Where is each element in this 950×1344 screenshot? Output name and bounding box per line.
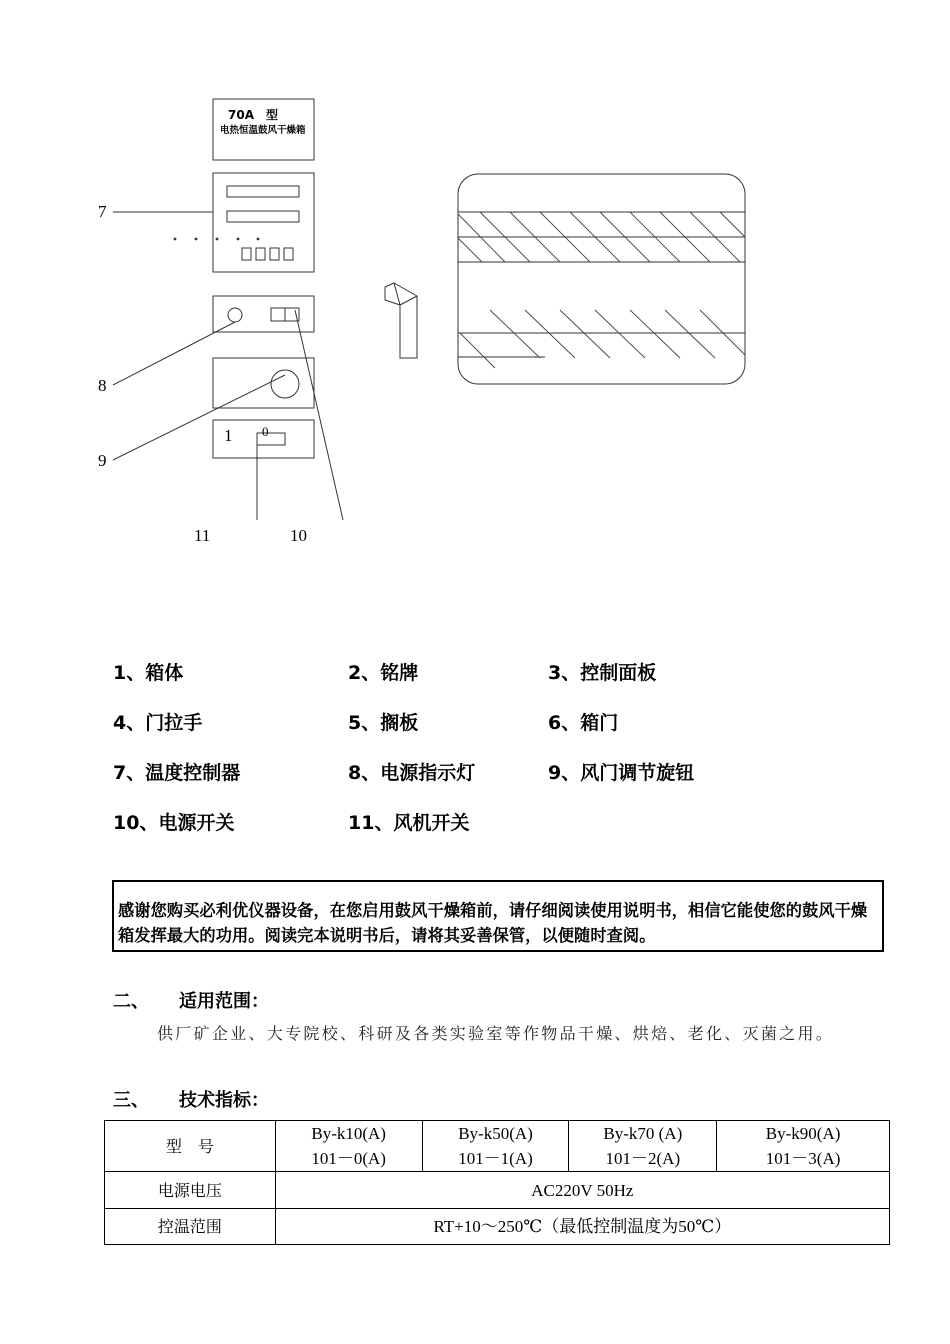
- power-indicator-lamp: [228, 308, 242, 322]
- model-cell: [275, 1121, 422, 1172]
- section-2-heading: [113, 987, 269, 1013]
- model-line1: By-k70 (A): [603, 1124, 683, 1143]
- section-2-number: 二、: [113, 991, 149, 1012]
- plate-name: 电热恒温鼓风干燥箱: [220, 125, 306, 136]
- callout-11: 11: [194, 526, 211, 545]
- part-item: 9、风门调节旋钮: [548, 762, 695, 784]
- part-item: 1、箱体: [113, 662, 184, 684]
- table-row: [105, 1121, 890, 1172]
- callout-10: 10: [290, 526, 307, 545]
- part-item: 10、电源开关: [113, 812, 235, 834]
- voltage-value: AC220V 50Hz: [275, 1172, 889, 1209]
- part-item: 5、搁板: [348, 712, 419, 734]
- voltage-label: 电源电压: [105, 1172, 276, 1209]
- oven-diagram: [0, 0, 950, 600]
- model-cell: [569, 1121, 717, 1172]
- section-3-number: 三、: [113, 1090, 149, 1111]
- door-handle: [385, 283, 417, 358]
- part-item: 6、箱门: [548, 712, 619, 734]
- callout-9: 9: [98, 451, 107, 470]
- model-label: 型 号: [105, 1121, 276, 1172]
- part-item: 3、控制面板: [548, 662, 657, 684]
- part-item: 2、铭牌: [348, 662, 419, 684]
- section-3-heading: [113, 1086, 269, 1112]
- model-line1: By-k90(A): [765, 1124, 841, 1143]
- section-3-title: 技术指标：: [179, 1090, 269, 1111]
- callout-8: 8: [98, 376, 107, 395]
- plate-model: 70A 型: [228, 108, 278, 122]
- section-2-text: [113, 1020, 883, 1047]
- cabinet-body: [458, 174, 745, 384]
- model-cell: [717, 1121, 890, 1172]
- temp-range-value: RT+10～250℃（最低控制温度为50℃）: [275, 1209, 889, 1245]
- notice-box: 感谢您购买必利优仪器设备，在您启用鼓风干燥箱前，请仔细阅读使用说明书，相信它能使您的鼓风干燥箱发挥最大的功用。阅读完本说明书后，请将其妥善保管，以便随时查阅。: [112, 880, 884, 952]
- section-2-body: 供厂矿企业、大专院校、科研及各类实验室等作物品干燥、烘焙、老化、灭菌之用。: [157, 1024, 835, 1043]
- model-line2: 101－0(A): [311, 1149, 386, 1168]
- part-item: 4、门拉手: [113, 712, 203, 734]
- table-row: [105, 1209, 890, 1245]
- table-row: [105, 1172, 890, 1209]
- part-item: 8、电源指示灯: [348, 762, 476, 784]
- part-item: 11、风机开关: [348, 812, 470, 834]
- callout-7: 7: [98, 202, 107, 221]
- model-cell: [422, 1121, 569, 1172]
- spec-table: [104, 1120, 890, 1245]
- model-line1: By-k10(A): [311, 1124, 386, 1143]
- model-line2: 101－2(A): [605, 1149, 681, 1168]
- part-item: 7、温度控制器: [113, 762, 241, 784]
- switch-on-label: 1: [224, 426, 233, 445]
- model-line2: 101－3(A): [765, 1149, 841, 1168]
- section-2-title: 适用范围：: [179, 991, 269, 1012]
- model-line1: By-k50(A): [458, 1124, 533, 1143]
- model-line2: 101－1(A): [458, 1149, 533, 1168]
- switch-off-label: 0: [262, 424, 269, 439]
- damper-knob: [271, 370, 299, 398]
- temp-range-label: 控温范围: [105, 1209, 276, 1245]
